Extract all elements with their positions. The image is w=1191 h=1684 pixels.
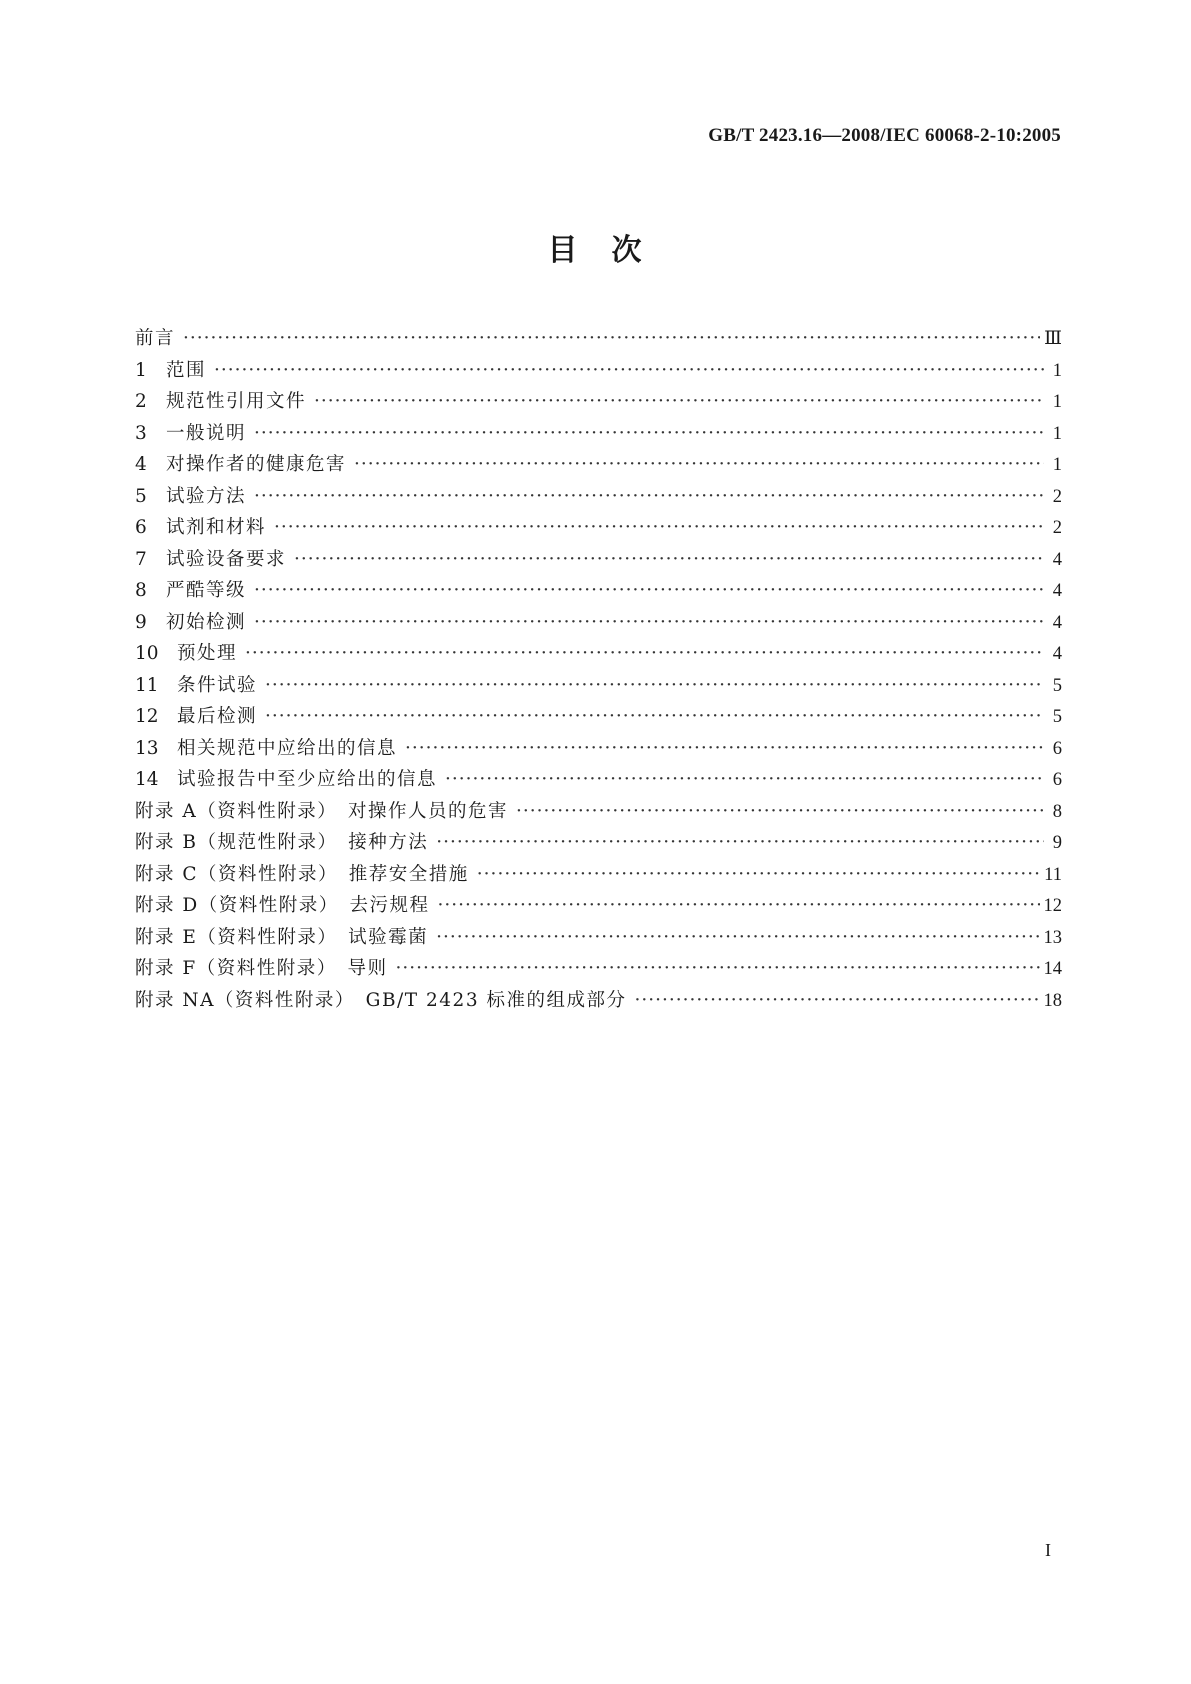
toc-entry-preface[interactable] [135,324,1062,356]
toc-entry-number: 9 [135,611,147,633]
toc-entry-number: 1 [135,359,147,381]
toc-entry-label: 附录 C（资料性附录） 推荐安全措施 [135,863,469,885]
toc-entry-page: 5 [1052,707,1062,727]
toc-entry-label: 试剂和材料 [166,517,267,538]
toc-entry-page: 2 [1052,518,1062,538]
toc-entry-label: 范围 [166,359,207,381]
page-number: I [1045,1540,1051,1560]
toc-entry-number: 8 [135,580,147,601]
toc-entry-4[interactable] [135,450,1062,482]
toc-entry-page: 2 [1052,486,1062,507]
toc-entry-page: 4 [1052,581,1062,601]
standard-code-header: GB/T 2423.16—2008/IEC 60068-2-10:2005 [708,125,1061,146]
toc-entry-label: 试验设备要求 [166,548,287,570]
toc-leader-dots [245,643,1044,664]
toc-entry-page: 4 [1052,644,1062,664]
toc-entry-3[interactable] [135,419,1062,451]
toc-entry-page: Ⅲ [1044,329,1062,349]
toc-entry-number: 2 [135,391,147,412]
toc-leader-dots [265,706,1044,727]
toc-entry-1[interactable] [135,356,1062,388]
toc-entry-9[interactable] [135,608,1062,640]
toc-entry-6[interactable] [135,513,1062,545]
toc-entry-appendix-f[interactable] [135,954,1062,986]
toc-entry-appendix-a[interactable] [135,797,1062,829]
toc-entry-number: 14 [135,769,159,790]
toc-entry-label: 附录 NA（资料性附录） GB/T 2423 标准的组成部分 [135,989,627,1011]
toc-entry-appendix-na[interactable] [135,986,1062,1018]
toc-entry-page: 14 [1043,959,1062,979]
toc-entry-label: 对操作者的健康危害 [166,454,347,475]
toc-entry-page: 1 [1052,455,1062,475]
toc-entry-page: 8 [1052,801,1062,822]
toc-entry-label: 一般说明 [166,422,247,444]
toc-entry-7[interactable] [135,545,1062,577]
toc-leader-dots [265,675,1044,696]
toc-leader-dots [354,454,1044,475]
toc-entry-2[interactable] [135,387,1062,419]
toc-leader-dots [254,612,1044,633]
toc-entry-label: 附录 D（资料性附录） 去污规程 [135,895,430,916]
toc-entry-appendix-b[interactable] [135,828,1062,860]
toc-entry-13[interactable] [135,734,1062,766]
toc-entry-page: 18 [1043,990,1062,1011]
toc-entry-page: 4 [1052,549,1062,570]
toc-leader-dots [445,769,1044,790]
toc-entry-label: 试验报告中至少应给出的信息 [177,769,438,790]
toc-entry-page: 5 [1052,675,1062,696]
page-title: 目 次 [547,233,644,268]
toc-entry-number: 5 [135,485,147,507]
toc-entry-label: 附录 E（资料性附录） 试验霉菌 [135,926,429,948]
toc-leader-dots [634,990,1039,1011]
toc-entry-label: 附录 A（资料性附录） 对操作人员的危害 [135,800,508,822]
toc-leader-dots [254,486,1044,507]
toc-leader-dots [516,801,1044,822]
toc-leader-dots [314,391,1044,412]
toc-entry-page: 9 [1052,833,1062,853]
toc-entry-14[interactable] [135,765,1062,797]
toc-entry-label: 预处理 [177,643,238,664]
toc-entry-page: 6 [1052,738,1062,759]
toc-entry-appendix-c[interactable] [135,860,1062,892]
toc-entry-appendix-e[interactable] [135,923,1062,955]
toc-entry-number: 11 [135,674,159,696]
toc-entry-label: 相关规范中应给出的信息 [177,737,398,759]
toc-entry-label: 严酷等级 [166,580,247,601]
toc-leader-dots [183,328,1040,349]
toc-leader-dots [254,423,1044,444]
toc-entry-page: 12 [1043,896,1062,916]
toc-leader-dots [405,738,1044,759]
toc-entry-label: 规范性引用文件 [166,391,307,412]
toc-leader-dots [395,958,1039,979]
toc-entry-number: 3 [135,422,147,444]
toc-entry-page: 13 [1043,927,1062,948]
toc-entry-label: 条件试验 [177,674,258,696]
toc-entry-label: 附录 F（资料性附录） 导则 [135,958,388,979]
toc-entry-label: 试验方法 [166,485,247,507]
toc-entry-page: 11 [1044,864,1062,885]
toc-entry-page: 1 [1052,392,1062,412]
toc-entry-page: 4 [1052,612,1062,633]
toc-entry-label: 初始检测 [166,611,247,633]
toc-entry-page: 6 [1052,770,1062,790]
toc-entry-number: 6 [135,517,147,538]
toc-entry-8[interactable] [135,576,1062,608]
toc-entry-number: 12 [135,706,159,727]
toc-entry-page: 1 [1052,360,1062,381]
toc-entry-label: 前言 [135,328,176,349]
toc-entry-number: 4 [135,454,147,475]
toc-entry-page: 1 [1052,423,1062,444]
toc-entry-5[interactable] [135,482,1062,514]
toc-leader-dots [437,895,1039,916]
toc-entry-appendix-d[interactable] [135,891,1062,923]
toc-entry-label: 最后检测 [177,706,258,727]
toc-leader-dots [436,927,1039,948]
table-of-contents [135,324,1062,1017]
toc-leader-dots [477,864,1040,885]
toc-entry-number: 13 [135,737,159,759]
toc-entry-label: 附录 B（规范性附录） 接种方法 [135,832,429,853]
toc-entry-number: 7 [135,548,147,570]
toc-leader-dots [436,832,1044,853]
toc-leader-dots [214,360,1044,381]
toc-entry-12[interactable] [135,702,1062,734]
toc-entry-10[interactable] [135,639,1062,671]
toc-entry-11[interactable] [135,671,1062,703]
toc-entry-number: 10 [135,643,159,664]
toc-leader-dots [294,549,1044,570]
toc-leader-dots [274,517,1044,538]
toc-leader-dots [254,580,1044,601]
